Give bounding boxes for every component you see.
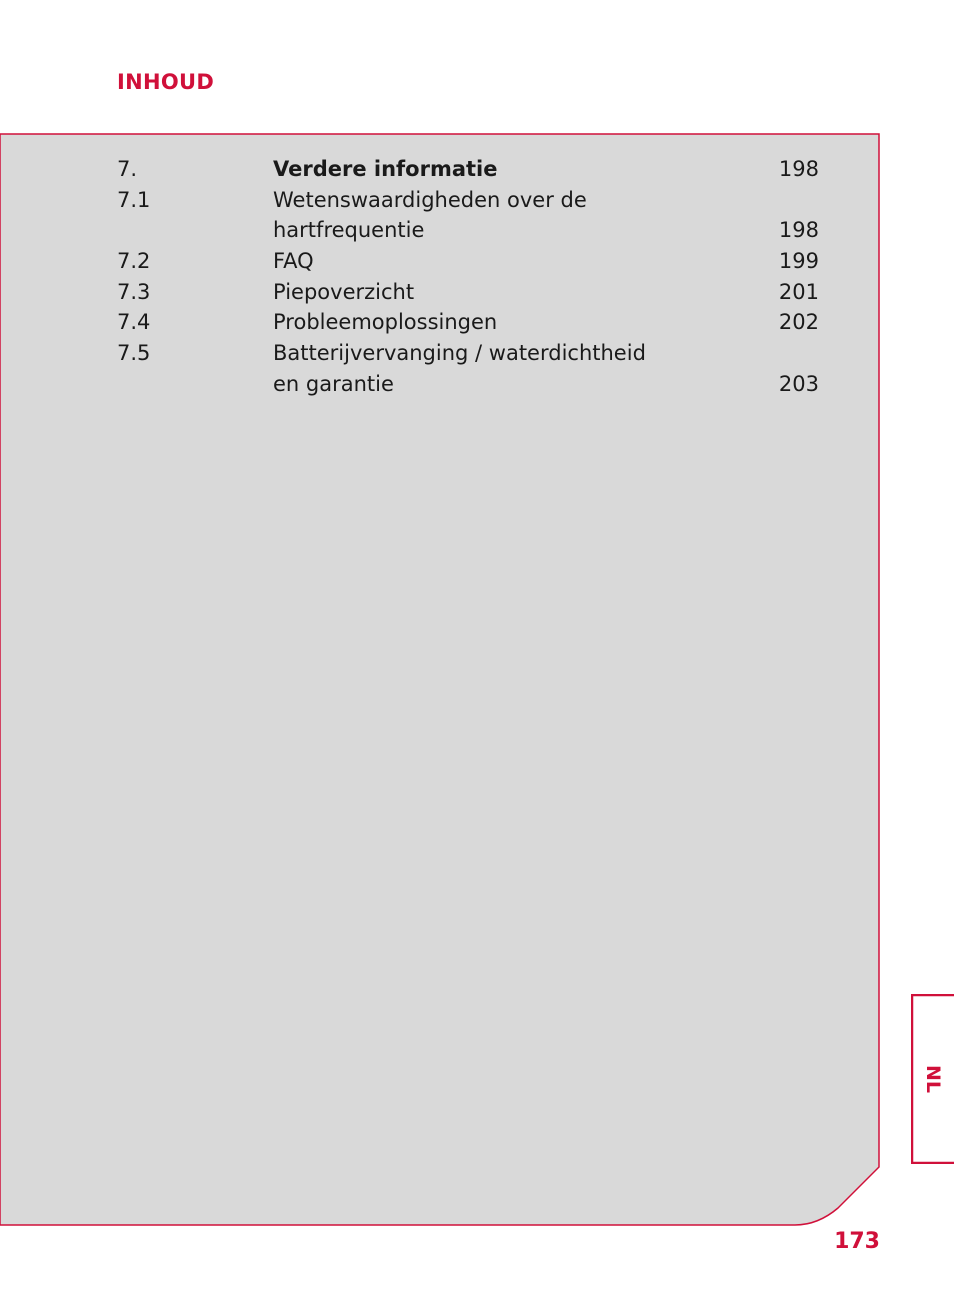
toc-number: 7.2: [117, 249, 151, 274]
language-tab-label: NL: [922, 1064, 944, 1093]
table-of-contents: [117, 154, 819, 400]
page-number: 173: [834, 1229, 880, 1254]
toc-title: en garantie: [273, 371, 394, 396]
toc-row[interactable]: [117, 246, 819, 277]
toc-number: 7.3: [117, 279, 151, 304]
toc-number: 7.4: [117, 310, 151, 335]
toc-number: 7.1: [117, 187, 151, 212]
toc-page: 202: [778, 310, 819, 335]
toc-row[interactable]: [117, 215, 819, 246]
toc-page: 203: [778, 371, 819, 396]
toc-row[interactable]: [117, 307, 819, 338]
toc-row[interactable]: [117, 185, 819, 216]
section-title: INHOUD: [117, 70, 215, 94]
toc-row[interactable]: [117, 277, 819, 308]
toc-title: Piepoverzicht: [273, 279, 415, 304]
toc-title: Wetenswaardigheden over de: [273, 187, 587, 212]
toc-title: FAQ: [273, 249, 314, 274]
toc-number: 7.5: [117, 341, 151, 366]
toc-row[interactable]: [117, 154, 819, 185]
toc-page: 198: [778, 218, 819, 243]
toc-title: Verdere informatie: [273, 157, 498, 181]
toc-number: 7.: [117, 157, 138, 181]
toc-title: Batterijvervanging / waterdichtheid: [273, 341, 646, 366]
toc-title: Probleemoplossingen: [273, 310, 498, 335]
toc-page: 201: [778, 279, 819, 304]
toc-row[interactable]: [117, 338, 819, 369]
toc-row[interactable]: [117, 369, 819, 400]
toc-title: hartfrequentie: [273, 218, 425, 243]
toc-page: 199: [778, 249, 819, 274]
toc-page: 198: [778, 157, 819, 181]
